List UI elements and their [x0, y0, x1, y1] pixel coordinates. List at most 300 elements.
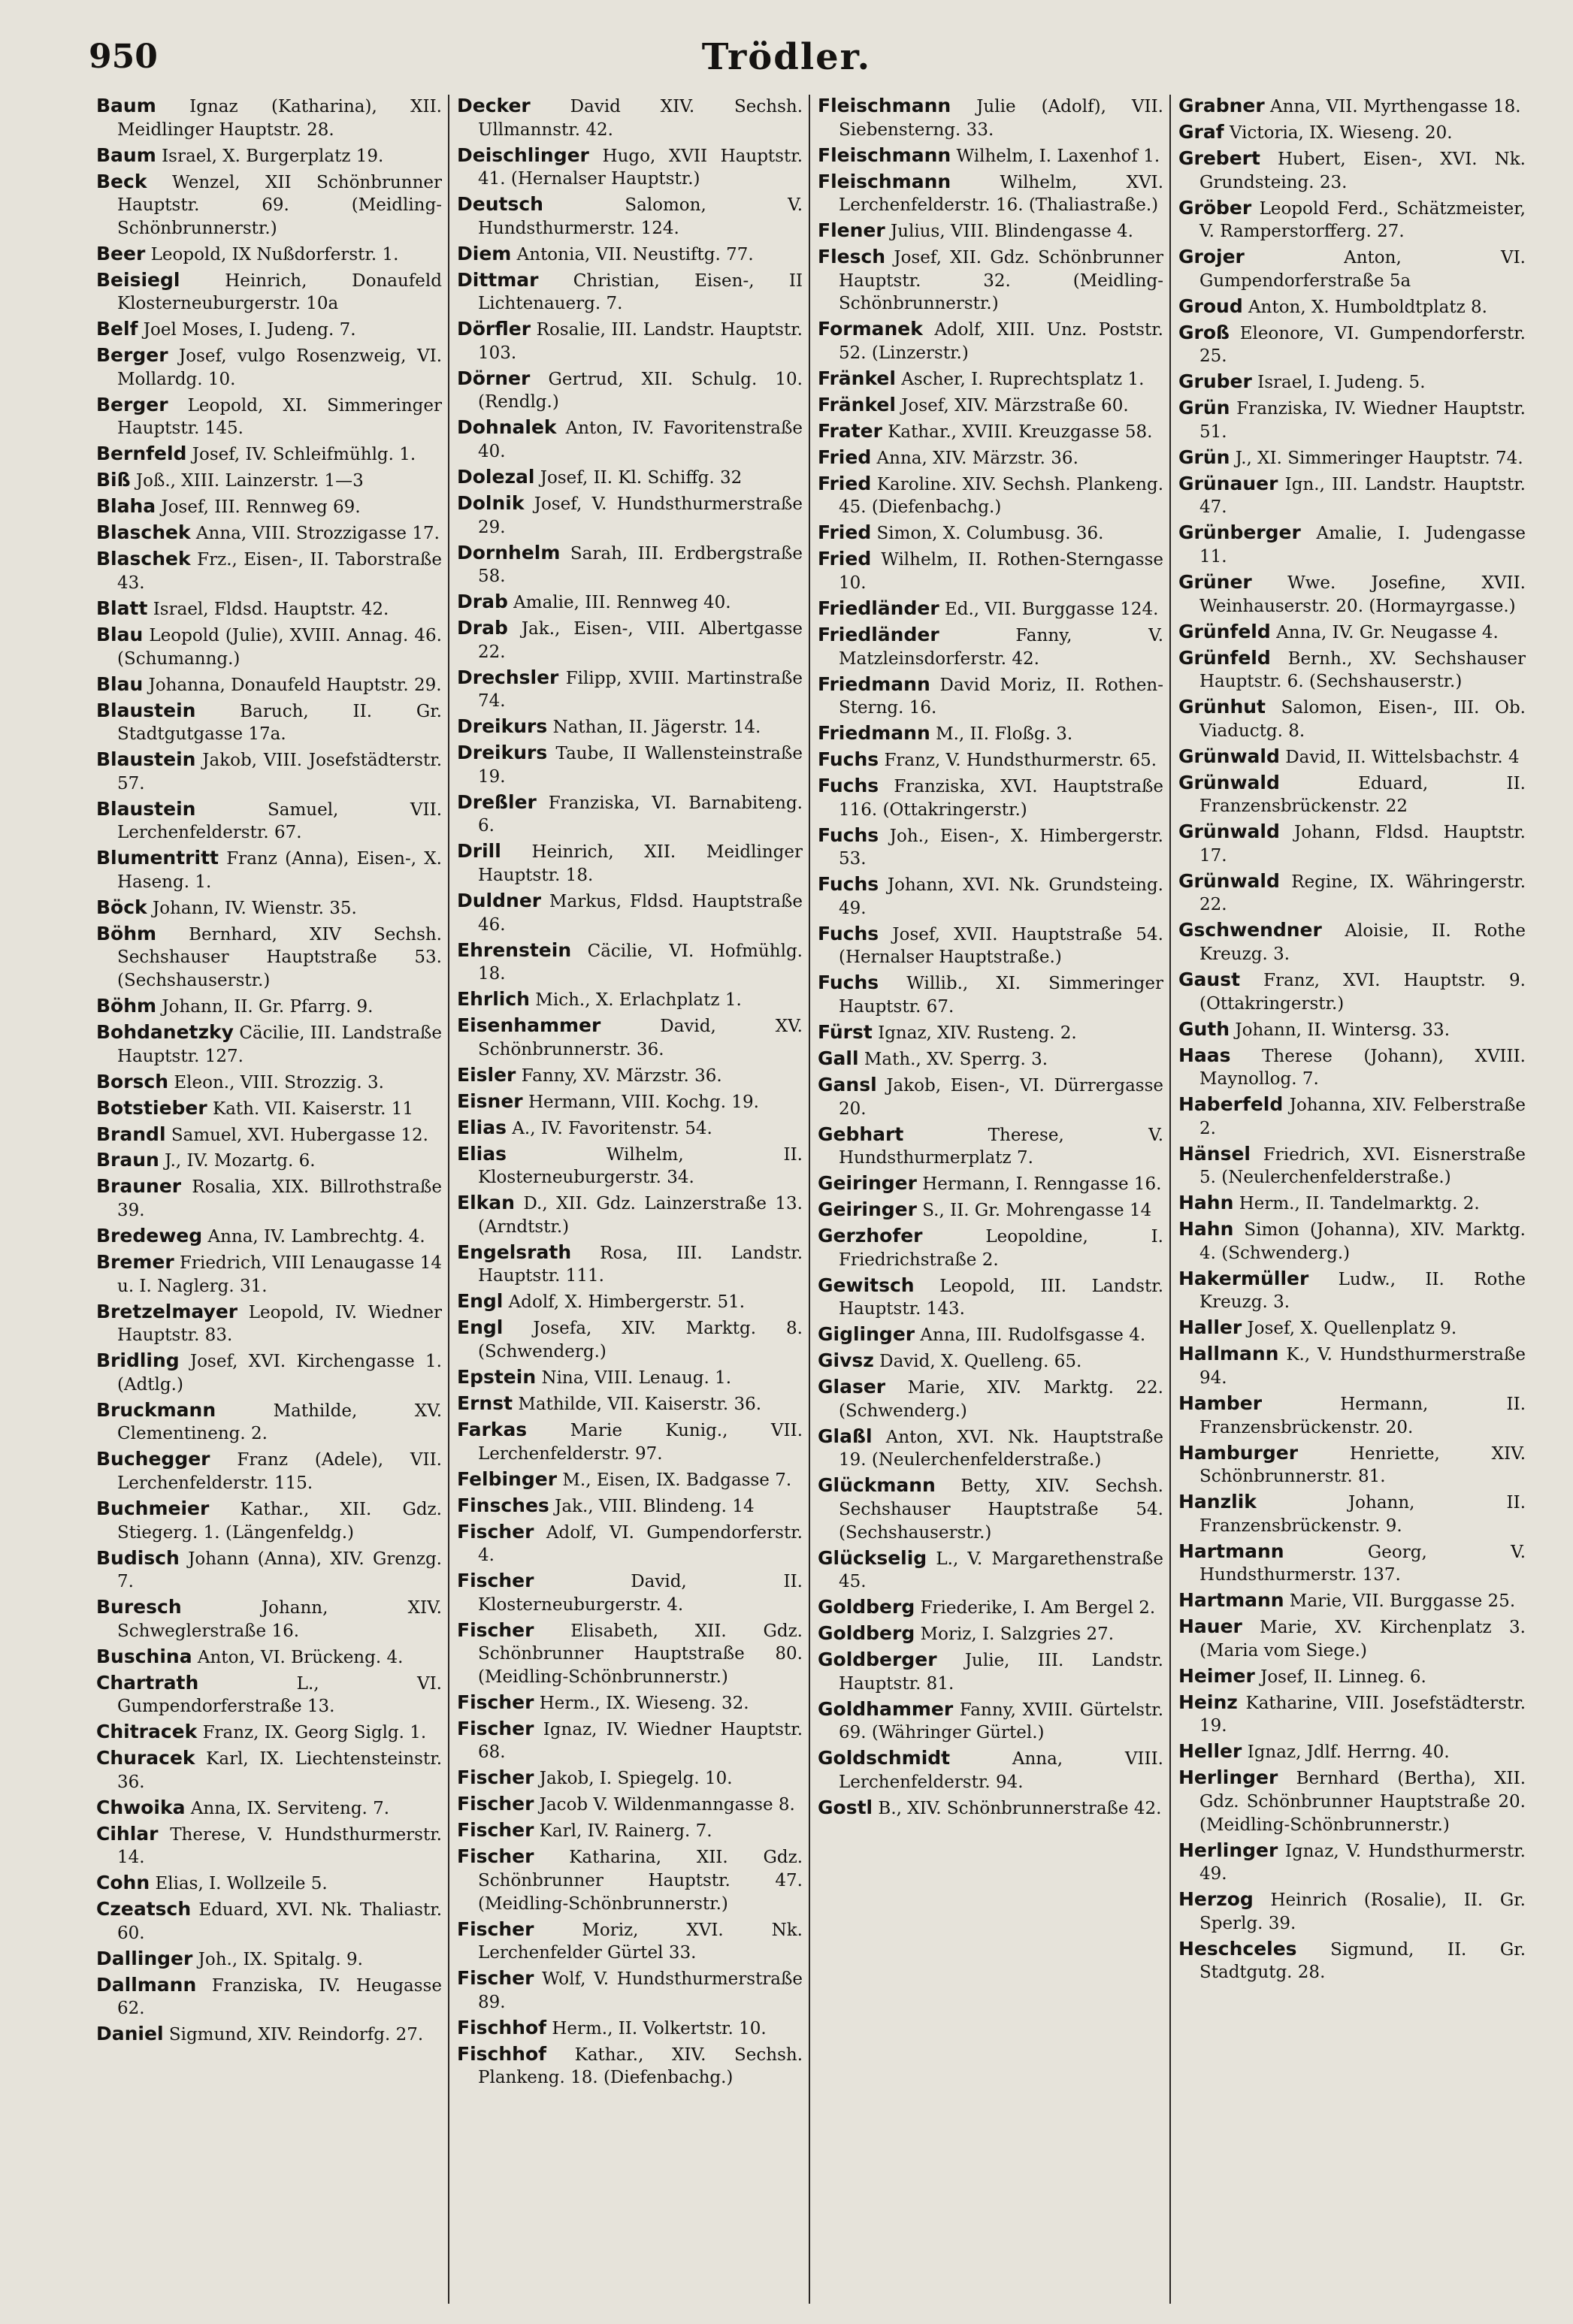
entry-surname: Fischer	[457, 1717, 534, 1739]
entry-surname: Fischer	[457, 1766, 534, 1789]
directory-entry	[818, 722, 1163, 746]
directory-entry	[96, 847, 442, 893]
entry-details: A., IV. Favoritenstr. 54.	[512, 1118, 712, 1138]
entry-surname: Dittmar	[457, 268, 539, 291]
entry-details: Josef, X. Quellenplatz 9.	[1247, 1319, 1457, 1339]
directory-entry	[457, 791, 803, 838]
entry-surname: Eisler	[457, 1063, 516, 1086]
entry-details: David Moriz, II. Rothen-Sterng. 16.	[839, 675, 1164, 718]
directory-entry	[1178, 1268, 1526, 1314]
entry-surname: Chwoika	[96, 1796, 186, 1818]
entry-surname: Frater	[818, 419, 882, 442]
directory-entry	[96, 748, 442, 795]
entry-details: Marie, XV. Kirchenplatz 3. (Maria vom Siege.)	[1199, 1618, 1526, 1661]
entry-details: Betty, XIV. Sechsh. Sechshauser Hauptstraße 54. (Sechshauserstr.)	[839, 1476, 1163, 1543]
entry-surname: Goldhammer	[818, 1697, 954, 1720]
directory-entry	[96, 1797, 442, 1821]
directory-entry	[818, 775, 1163, 821]
entry-surname: Baum	[96, 144, 156, 166]
entry-surname: Glückselig	[818, 1546, 927, 1569]
entry-details: Amalie, III. Rennweg 40.	[513, 593, 731, 613]
entry-surname: Fischer	[457, 1618, 534, 1641]
entry-surname: Fischer	[457, 1918, 534, 1940]
entry-details: Jak., Eisen-, VIII. Albertgasse 22.	[478, 619, 803, 662]
directory-entry	[1178, 95, 1526, 119]
entry-details: Julie, III. Landstr. Hauptstr. 81.	[839, 1651, 1163, 1694]
directory-entry	[96, 1021, 442, 1068]
entry-surname: Hakermüller	[1178, 1267, 1309, 1289]
entry-surname: Grünwald	[1178, 745, 1280, 767]
entry-surname: Hahn	[1178, 1218, 1234, 1241]
entry-surname: Dornhelm	[457, 541, 561, 564]
entry-details: Ign., III. Landstr. Hauptstr. 47.	[1199, 474, 1526, 518]
directory-entry	[1178, 121, 1526, 145]
directory-entry	[1178, 1740, 1526, 1764]
entry-details: Friedrich, XVI. Eisnerstraße 5. (Neulerchenfelderstraße.)	[1199, 1144, 1526, 1188]
directory-entry	[1178, 1691, 1526, 1738]
directory-entry	[96, 521, 442, 545]
entry-surname: Grünfeld	[1178, 646, 1271, 669]
entry-details: D., XII. Gdz. Lainzerstraße 13. (Arndtstr.)	[478, 1194, 803, 1237]
entry-details: Gertrud, XII. Schulg. 10. (Rendlg.)	[478, 369, 803, 413]
directory-entry	[457, 988, 803, 1012]
directory-entry	[96, 1672, 442, 1718]
entry-details: Leopold, IX Nußdorferstr. 1.	[150, 244, 399, 264]
entry-details: Elisabeth, XII. Gdz. Schönbrunner Hauptstraße 80. (Meidling-Schönbrunnerstr.)	[478, 1621, 803, 1687]
directory-entry	[457, 1766, 803, 1791]
entry-details: Ignaz, Jdlf. Herrng. 40.	[1247, 1742, 1450, 1763]
entry-surname: Fränkel	[818, 393, 896, 416]
entry-details: Josef, IV. Schleifmühlg. 1.	[192, 445, 416, 465]
directory-entry	[457, 939, 803, 986]
entry-surname: Dolezal	[457, 466, 535, 488]
entry-details: Josef, vulgo Rosenzweig, VI. Mollardg. 10.	[117, 346, 443, 389]
entry-surname: Eisenhammer	[457, 1014, 601, 1037]
entry-details: Anton, XVI. Nk. Hauptstraße 19. (Neulerchenfelderstraße.)	[839, 1427, 1163, 1470]
entry-details: Hermann, VIII. Kochg. 19.	[528, 1092, 759, 1112]
directory-entry	[457, 1793, 803, 1817]
entry-surname: Fuchs	[818, 873, 879, 896]
entry-surname: Friedländer	[818, 597, 939, 619]
entry-details: Jacob V. Wildenmanngasse 8.	[539, 1795, 795, 1815]
entry-surname: Fleischmann	[818, 144, 951, 166]
entry-surname: Heimer	[1178, 1664, 1255, 1687]
directory-entry	[818, 246, 1163, 316]
entry-details: Israel, I. Judeng. 5.	[1257, 373, 1426, 393]
entry-surname: Deischlinger	[457, 144, 589, 166]
entry-surname: Grün	[1178, 446, 1230, 468]
directory-entry	[818, 1596, 1163, 1620]
directory-entry	[818, 171, 1163, 217]
directory-entry	[818, 144, 1163, 168]
directory-entry	[1178, 1540, 1526, 1587]
directory-entry	[96, 995, 442, 1019]
page-number: 950	[89, 38, 158, 76]
directory-entry	[818, 673, 1163, 720]
entry-surname: Gröber	[1178, 196, 1252, 219]
directory-entry	[96, 1097, 442, 1121]
entry-surname: Gewitsch	[818, 1274, 915, 1296]
entry-details: Franziska, VI. Barnabiteng. 6.	[478, 793, 803, 836]
entry-details: Herm., II. Tandelmarktg. 2.	[1239, 1194, 1480, 1214]
directory-entry	[96, 394, 442, 440]
directory-entry	[96, 1149, 442, 1173]
entry-surname: Fried	[818, 548, 872, 570]
entry-details: Bernhard, XIV Sechsh. Sechshauser Hauptstraße 53. (Sechshauserstr.)	[117, 924, 442, 990]
entry-details: Markus, Fldsd. Hauptstraße 46.	[478, 892, 803, 935]
entry-surname: Fried	[818, 472, 872, 494]
directory-entry	[818, 1698, 1163, 1745]
entry-surname: Drab	[457, 617, 508, 639]
entry-details: Kathar., XIV. Sechsh. Plankeng. 18. (Diefenbachg.)	[478, 2044, 803, 2088]
entry-details: Israel, Fldsd. Hauptstr. 42.	[153, 599, 389, 619]
entry-details: Nina, VIII. Lenaug. 1.	[541, 1368, 732, 1388]
entry-details: Johann, II. Wintersg. 33.	[1235, 1020, 1450, 1040]
directory-entry	[1178, 969, 1526, 1015]
entry-surname: Fuchs	[818, 972, 879, 994]
entry-surname: Baum	[96, 95, 156, 116]
entry-details: Eleon., VIII. Strozzig. 3.	[174, 1072, 384, 1092]
entry-details: Franz (Anna), Eisen-, X. Haseng. 1.	[117, 849, 442, 892]
directory-entry	[818, 1797, 1163, 1821]
directory-entry	[96, 1646, 442, 1670]
entry-details: David, II. Wittelsbachstr. 4	[1285, 747, 1520, 767]
directory-entry	[96, 1823, 442, 1869]
directory-entry	[457, 269, 803, 316]
entry-details: Salomon, V. Hundsthurmerstr. 124.	[478, 195, 803, 238]
entry-details: Josef, XVII. Hauptstraße 54. (Hernalser Hauptstraße.)	[839, 924, 1163, 968]
entry-details: David XIV. Sechsh. Ullmannstr. 42.	[478, 97, 803, 140]
directory-entry	[457, 1718, 803, 1764]
entry-surname: Hallmann	[1178, 1343, 1279, 1365]
entry-surname: Glückmann	[818, 1474, 936, 1497]
entry-surname: Haberfeld	[1178, 1093, 1284, 1116]
entry-details: Math., XV. Sperrg. 3.	[864, 1049, 1048, 1069]
entry-details: Herm., II. Volkertstr. 10.	[552, 2018, 767, 2038]
entry-surname: Guth	[1178, 1017, 1230, 1040]
directory-entry	[96, 1547, 442, 1594]
entry-details: Victoria, IX. Wieseng. 20.	[1229, 122, 1453, 143]
entry-details: Adolf, X. Himbergerstr. 51.	[508, 1292, 746, 1313]
directory-entry	[96, 95, 442, 141]
entry-details: Anna, IX. Serviteng. 7.	[190, 1798, 390, 1818]
directory-entry	[818, 624, 1163, 670]
entry-surname: Grabner	[1178, 95, 1265, 116]
entry-details: Friederike, I. Am Bergel 2.	[920, 1598, 1156, 1618]
directory-entry	[96, 1251, 442, 1298]
entry-surname: Buschina	[96, 1645, 192, 1667]
entry-surname: Fischer	[457, 1793, 534, 1815]
directory-entry	[1178, 1615, 1526, 1662]
directory-entry	[818, 1225, 1163, 1271]
entry-surname: Blaustein	[96, 699, 196, 721]
entry-surname: Chitracek	[96, 1721, 198, 1743]
entry-surname: Fleischmann	[818, 170, 951, 192]
directory-entry	[1178, 821, 1526, 867]
entry-surname: Grünwald	[1178, 771, 1280, 793]
entry-surname: Fuchs	[818, 824, 879, 846]
directory-entry	[1178, 197, 1526, 243]
entry-details: J., XI. Simmeringer Hauptstr. 74.	[1235, 448, 1523, 468]
entry-surname: Fried	[818, 521, 872, 544]
directory-entry	[96, 1071, 442, 1095]
directory-entry	[96, 344, 442, 391]
entry-surname: Buchegger	[96, 1448, 210, 1470]
directory-entry	[818, 367, 1163, 391]
directory-entry	[96, 1497, 442, 1544]
entry-details: Wilhelm, II. Klosterneuburgerstr. 34.	[478, 1144, 803, 1188]
directory-entry	[1178, 571, 1526, 618]
entry-details: Wolf, V. Hundsthurmerstraße 89.	[478, 1969, 803, 2012]
entry-surname: Hamber	[1178, 1392, 1263, 1414]
directory-entry	[96, 1974, 442, 2020]
entry-details: J., IV. Mozartg. 6.	[165, 1151, 316, 1171]
entry-surname: Beisiegl	[96, 268, 180, 291]
entry-surname: Herlinger	[1178, 1839, 1278, 1861]
directory-entry	[1178, 1044, 1526, 1091]
entry-surname: Engl	[457, 1316, 504, 1339]
directory-entry	[818, 1622, 1163, 1646]
entry-details: Leopold Ferd., Schätzmeister, V. Ramperstorfferg. 27.	[1199, 198, 1526, 242]
entry-surname: Finsches	[457, 1494, 549, 1516]
directory-entry	[818, 1547, 1163, 1594]
entry-surname: Dreikurs	[457, 742, 548, 764]
entry-surname: Hamburger	[1178, 1441, 1299, 1464]
entry-details: Johann, XVI. Nk. Grundsteing. 49.	[839, 875, 1163, 918]
directory-entry	[96, 1898, 442, 1945]
directory-entry	[1178, 370, 1526, 394]
directory-entry	[96, 923, 442, 993]
directory-entry	[818, 420, 1163, 444]
entry-surname: Belf	[96, 318, 138, 340]
entry-surname: Hartmann	[1178, 1589, 1284, 1612]
directory-entry	[96, 1747, 442, 1794]
directory-entry	[818, 1474, 1163, 1544]
entry-surname: Grebert	[1178, 147, 1260, 169]
entry-surname: Bredeweg	[96, 1225, 203, 1247]
entry-surname: Heschceles	[1178, 1937, 1297, 1960]
directory-entry	[457, 492, 803, 539]
entry-surname: Elias	[457, 1142, 507, 1165]
entry-surname: Blau	[96, 672, 144, 695]
entry-details: Anton, X. Humboldtplatz 8.	[1248, 297, 1487, 317]
entry-surname: Giglinger	[818, 1323, 915, 1346]
entry-details: Leopold, III. Landstr. Hauptstr. 143.	[839, 1276, 1164, 1319]
entry-surname: Hartmann	[1178, 1540, 1284, 1562]
directory-entry	[96, 1872, 442, 1896]
entry-details: Kathar., XII. Gdz. Stiegerg. 1. (Längenfeldg.)	[117, 1499, 442, 1543]
entry-surname: Elkan	[457, 1192, 515, 1214]
entry-details: David, XV. Schönbrunnerstr. 36.	[478, 1017, 803, 1059]
entry-details: Marie, VII. Burggasse 25.	[1289, 1591, 1516, 1612]
entry-surname: Diem	[457, 242, 512, 264]
entry-details: Anna, VII. Myrthengasse 18.	[1270, 97, 1521, 116]
entry-details: Fanny, XVIII. Gürtelstr. 69. (Währinger Gürtel.)	[839, 1700, 1164, 1743]
entry-details: Karl, IX. Liechtensteinstr. 36.	[117, 1749, 442, 1792]
entry-surname: Geiringer	[818, 1172, 917, 1195]
entry-details: Eduard, XVI. Nk. Thaliastr. 60.	[117, 1900, 443, 1943]
entry-details: Josef, II. Kl. Schiffg. 32	[540, 468, 743, 488]
directory-entry	[457, 2017, 803, 2041]
entry-details: Ignaz, IV. Wiedner Hauptstr. 68.	[478, 1719, 803, 1763]
directory-entry	[96, 624, 442, 670]
directory-entry	[1178, 1888, 1526, 1935]
directory-entry	[818, 1198, 1163, 1222]
entry-surname: Gaust	[1178, 968, 1241, 990]
entry-details: L., V. Margarethenstraße 45.	[839, 1549, 1163, 1592]
directory-entry	[1178, 1839, 1526, 1886]
entry-surname: Grünwald	[1178, 869, 1280, 892]
entry-surname: Groud	[1178, 295, 1243, 317]
entry-surname: Blaustein	[96, 748, 196, 771]
entry-surname: Daniel	[96, 2023, 164, 2045]
entry-details: Georg, V. Hundsthurmerstr. 137.	[1199, 1542, 1526, 1585]
directory-entry	[1178, 1589, 1526, 1613]
entry-surname: Drechsler	[457, 666, 559, 688]
directory-entry	[818, 521, 1163, 545]
directory-entry	[96, 1596, 442, 1643]
directory-entry	[457, 1064, 803, 1088]
entry-surname: Herlinger	[1178, 1766, 1278, 1789]
entry-details: Joß., XIII. Lainzerstr. 1—3	[135, 471, 364, 491]
entry-surname: Gall	[818, 1047, 859, 1069]
entry-surname: Grünberger	[1178, 521, 1301, 544]
directory-entry	[96, 144, 442, 168]
entry-details: Simon (Johanna), XIV. Marktg. 4. (Schwenderg.)	[1199, 1220, 1526, 1263]
entry-details: Eduard, II. Franzensbrückenstr. 22	[1199, 773, 1526, 817]
entry-details: Josef, XII. Gdz. Schönbrunner Hauptstr. 32. (Meidling-Schönbrunnerstr.)	[839, 248, 1163, 314]
directory-entry	[457, 1619, 803, 1689]
entry-surname: Blaschek	[96, 521, 191, 544]
directory-entry	[457, 1468, 803, 1492]
entry-surname: Flesch	[818, 246, 886, 268]
entry-details: Anton, IV. Favoritenstraße 40.	[478, 419, 803, 462]
entry-surname: Fürst	[818, 1020, 873, 1043]
entry-surname: Fischer	[457, 1520, 534, 1543]
directory-entry	[1178, 295, 1526, 319]
entry-surname: Blau	[96, 623, 144, 645]
directory-column	[449, 95, 810, 2304]
entry-details: Anna, IV. Lambrechtg. 4.	[207, 1227, 425, 1247]
entry-surname: Böhm	[96, 922, 157, 944]
directory-entry	[96, 1721, 442, 1745]
entry-surname: Bridling	[96, 1349, 180, 1372]
directory-entry	[96, 243, 442, 267]
entry-surname: Givsz	[818, 1349, 874, 1372]
entry-details: Bernh., XV. Sechshauser Hauptstr. 6. (Sechshauserstr.)	[1199, 648, 1526, 692]
entry-details: Johanna, Donaufeld Hauptstr. 29.	[148, 675, 442, 695]
entry-surname: Ernst	[457, 1392, 513, 1414]
directory-entry	[818, 923, 1163, 969]
entry-surname: Cohn	[96, 1872, 150, 1894]
entry-surname: Ehrlich	[457, 988, 530, 1011]
entry-details: Joh., Eisen-, X. Himbergerstr. 53.	[839, 826, 1163, 869]
entry-surname: Grün	[1178, 397, 1230, 419]
entry-surname: Dreßler	[457, 790, 537, 813]
entry-details: Karoline. XIV. Sechsh. Plankeng. 45. (Diefenbachg.)	[839, 474, 1164, 518]
entry-surname: Fuchs	[818, 922, 879, 944]
entry-details: Adolf, XIII. Unz. Poststr. 52. (Linzerstr.)	[839, 320, 1163, 363]
directory-entry	[96, 269, 442, 316]
entry-surname: Czeatsch	[96, 1898, 192, 1921]
entry-surname: Dörfler	[457, 318, 531, 340]
entry-details: Israel, X. Burgerplatz 19.	[162, 146, 384, 166]
entry-details: Filipp, XVIII. Martinstraße 74.	[478, 668, 803, 712]
entry-surname: Engelsrath	[457, 1241, 572, 1263]
entry-surname: Fischer	[457, 1845, 534, 1868]
directory-entry	[96, 495, 442, 519]
entry-surname: Farkas	[457, 1418, 528, 1440]
directory-entry	[818, 1074, 1163, 1120]
directory-entry	[457, 742, 803, 788]
directory-entry	[1178, 1442, 1526, 1488]
directory-entry	[1178, 1343, 1526, 1389]
entry-surname: Dohnalek	[457, 416, 557, 439]
entry-surname: Chartrath	[96, 1671, 199, 1694]
entry-surname: Flener	[818, 219, 885, 242]
entry-surname: Fleischmann	[818, 95, 951, 116]
entry-surname: Goldschmidt	[818, 1747, 951, 1769]
entry-details: Leopold, IV. Wiedner Hauptstr. 83.	[117, 1302, 442, 1346]
directory-entry	[457, 416, 803, 463]
entry-surname: Fischer	[457, 1819, 534, 1842]
directory-entry	[457, 318, 803, 364]
entry-details: Johann, II. Franzensbrückenstr. 9.	[1199, 1493, 1526, 1536]
entry-surname: Glaser	[818, 1376, 886, 1398]
entry-details: Franziska, IV. Heugasse 62.	[117, 1975, 442, 2019]
entry-details: Samuel, XVI. Hubergasse 12.	[171, 1125, 428, 1145]
entry-details: Wenzel, XII Schönbrunner Hauptstr. 69. (Meidling-Schönbrunnerstr.)	[117, 172, 442, 238]
directory-entry	[96, 896, 442, 920]
directory-entry	[1178, 1218, 1526, 1265]
directory-entry	[818, 972, 1163, 1018]
entry-details: Johann, XIV. Schweglerstraße 16.	[117, 1598, 442, 1641]
directory-entry	[1178, 870, 1526, 917]
directory-entry	[96, 1301, 442, 1347]
entry-surname: Bretzelmayer	[96, 1300, 238, 1322]
entry-surname: Botstieber	[96, 1096, 207, 1119]
directory-entry	[818, 394, 1163, 418]
entry-details: Therese, V. Hundsthurmerstr. 14.	[117, 1824, 442, 1868]
directory-entry	[818, 1349, 1163, 1374]
directory-entry	[1178, 473, 1526, 519]
entry-details: M., II. Floßg. 3.	[936, 724, 1073, 745]
directory-entry	[457, 144, 803, 191]
entry-details: Josef, XVI. Kirchengasse 1. (Adtlg.)	[117, 1352, 442, 1395]
entry-details: Karl, IV. Rainerg. 7.	[539, 1821, 712, 1842]
entry-surname: Churacek	[96, 1747, 195, 1769]
directory-entry	[818, 873, 1163, 920]
entry-surname: Felbinger	[457, 1467, 558, 1490]
directory-entry	[96, 1948, 442, 1972]
entry-details: Josef, II. Linneg. 6.	[1260, 1667, 1426, 1687]
entry-details: Hubert, Eisen-, XVI. Nk. Grundsteing. 23.	[1199, 149, 1526, 192]
entry-details: Heinrich, XII. Meidlinger Hauptstr. 18.	[478, 842, 803, 886]
entry-surname: Groß	[1178, 321, 1230, 343]
directory-entry	[96, 1349, 442, 1396]
entry-details: Willib., XI. Simmeringer Hauptstr. 67.	[839, 974, 1164, 1017]
directory-entry	[1178, 647, 1526, 694]
entry-details: Jak., VIII. Blindeng. 14	[555, 1496, 755, 1516]
entry-surname: Drill	[457, 840, 501, 863]
entry-details: Friedrich, VIII Lenaugasse 14 u. I. Naglerg. 31.	[117, 1253, 442, 1296]
entry-surname: Epstein	[457, 1366, 537, 1388]
directory-column	[1171, 95, 1532, 2304]
entry-surname: Bohdanetzky	[96, 1020, 234, 1043]
entry-details: Hermann, II. Franzensbrückenstr. 20.	[1199, 1394, 1526, 1437]
entry-surname: Böhm	[96, 994, 157, 1017]
entry-surname: Gruber	[1178, 370, 1252, 393]
